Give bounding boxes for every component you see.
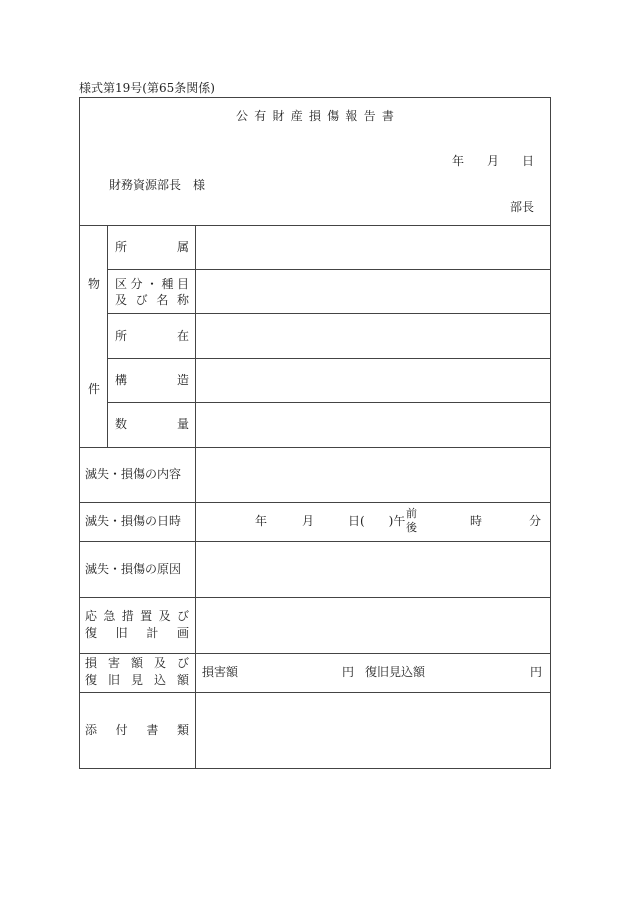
affiliation-label: 所 属 bbox=[115, 240, 189, 254]
quantity-label: 数 量 bbox=[115, 417, 189, 431]
form-number: 様式第19号(第65条関係) bbox=[79, 81, 215, 95]
loss-content-label: 滅失・損傷の内容 bbox=[85, 467, 182, 481]
emergency-label-line1: 応 急 措 置 及 び bbox=[85, 609, 189, 623]
property-group-divider bbox=[107, 225, 108, 447]
damage-label-line1: 損 害 額 及 び bbox=[85, 656, 189, 670]
row-line bbox=[79, 541, 551, 542]
sender-title: 部長 bbox=[510, 200, 535, 214]
loss-day-ampm: 日( )午 bbox=[348, 514, 406, 528]
loss-cause-label: 滅失・損傷の原因 bbox=[85, 562, 182, 576]
loss-hour: 時 bbox=[470, 514, 483, 528]
attachments-label: 添 付 書 類 bbox=[85, 723, 189, 737]
date-month: 月 bbox=[487, 154, 500, 168]
addressee: 財務資源部長 様 bbox=[109, 178, 206, 192]
recovery-amount-label: 復旧見込額 bbox=[365, 665, 426, 679]
row-line bbox=[79, 692, 551, 693]
label-column-divider bbox=[195, 225, 196, 769]
emergency-label-line2: 復 旧 計 画 bbox=[85, 626, 189, 640]
row-line bbox=[107, 402, 551, 403]
date-day: 日 bbox=[522, 154, 535, 168]
row-line bbox=[107, 269, 551, 270]
date-year: 年 bbox=[452, 154, 465, 168]
loss-year: 年 bbox=[255, 514, 268, 528]
row-line bbox=[79, 653, 551, 654]
row-line bbox=[107, 313, 551, 314]
row-line bbox=[79, 502, 551, 503]
damage-yen: 円 bbox=[342, 665, 355, 679]
classification-label-line1: 区 分 ・ 種 目 bbox=[115, 277, 189, 291]
damage-amount-label: 損害額 bbox=[202, 665, 239, 679]
loss-am: 前 bbox=[406, 507, 417, 520]
structure-label: 構 造 bbox=[115, 373, 189, 387]
row-line bbox=[79, 447, 551, 448]
damage-label-line2: 復 旧 見 込 額 bbox=[85, 673, 189, 687]
location-label: 所 在 bbox=[115, 329, 189, 343]
loss-datetime-label: 滅失・損傷の日時 bbox=[85, 514, 182, 528]
loss-minute: 分 bbox=[529, 514, 542, 528]
loss-pm: 後 bbox=[406, 521, 417, 534]
header-bottom-line bbox=[79, 225, 551, 226]
row-line bbox=[79, 597, 551, 598]
classification-label-line2: 及 び 名 称 bbox=[115, 293, 189, 307]
report-title: 公 有 財 産 損 傷 報 告 書 bbox=[236, 109, 394, 123]
property-group-label-top: 物 bbox=[88, 277, 101, 291]
row-line bbox=[107, 358, 551, 359]
property-group-label-bottom: 件 bbox=[88, 382, 101, 396]
loss-month: 月 bbox=[302, 514, 315, 528]
recovery-yen: 円 bbox=[530, 665, 543, 679]
